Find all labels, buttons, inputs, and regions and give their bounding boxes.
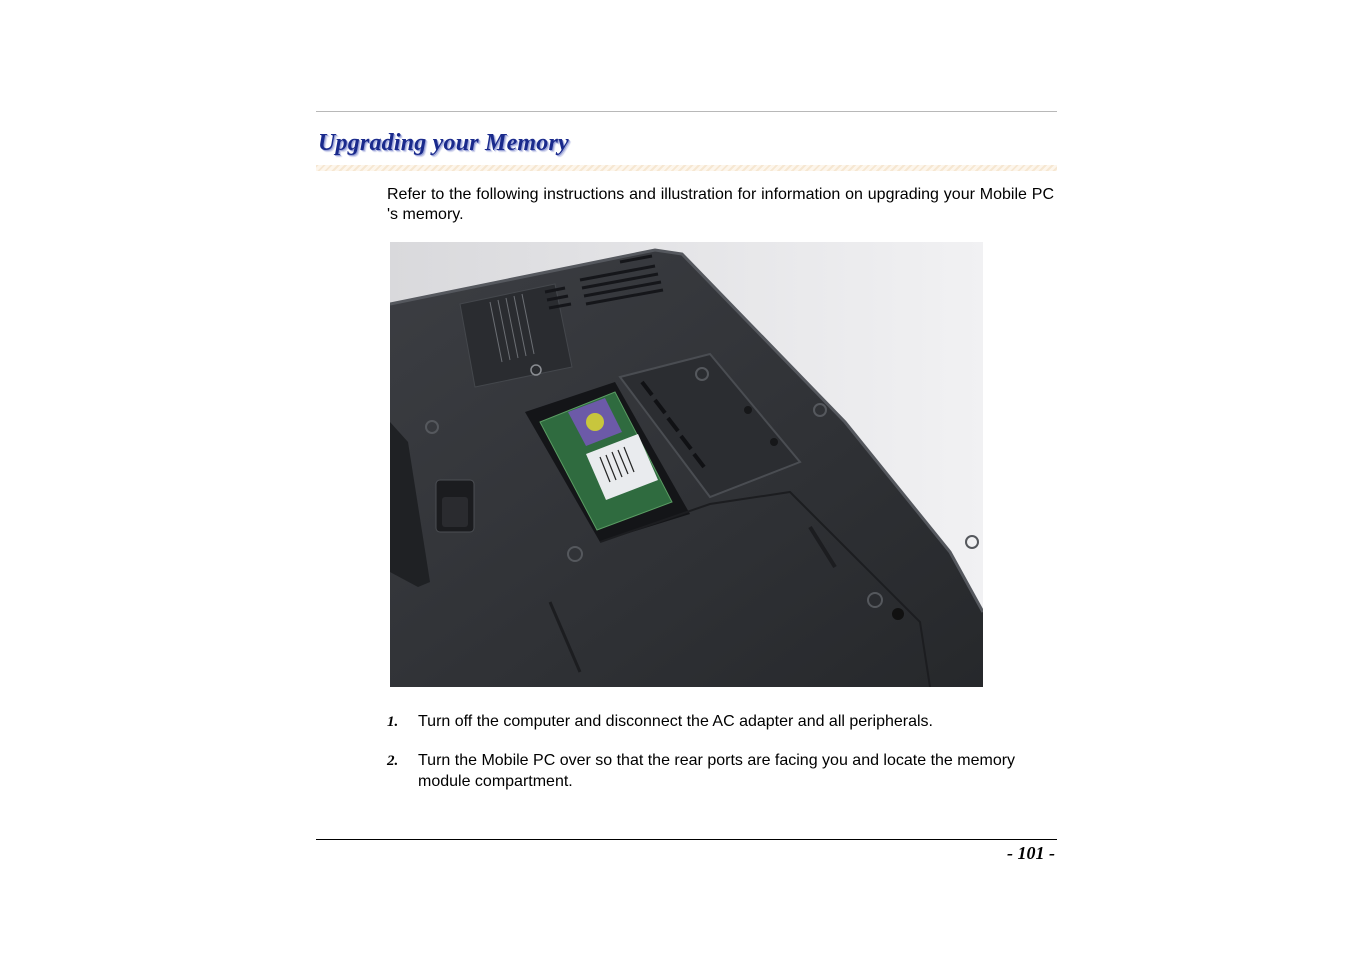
step-number: 2. — [387, 753, 399, 769]
intro-paragraph: Refer to the following instructions and illustration for information on upgrading your Mobile PC 's memory. — [387, 186, 1054, 223]
step-2 — [387, 750, 1057, 792]
laptop-memory-photo — [390, 242, 983, 687]
step-text: Turn the Mobile PC over so that the rear ports are facing you and locate the memory module compartment. — [418, 752, 1016, 790]
page-number: - 101 - — [1007, 843, 1055, 863]
step-1 — [387, 711, 1057, 732]
title-underline — [316, 165, 1057, 171]
step-text: Turn off the computer and disconnect the AC adapter and all peripherals. — [418, 713, 933, 730]
step-number: 1. — [387, 714, 399, 730]
footer-rule — [316, 839, 1057, 840]
page-title: Upgrading your Memory — [318, 130, 569, 156]
header-rule — [316, 111, 1057, 112]
